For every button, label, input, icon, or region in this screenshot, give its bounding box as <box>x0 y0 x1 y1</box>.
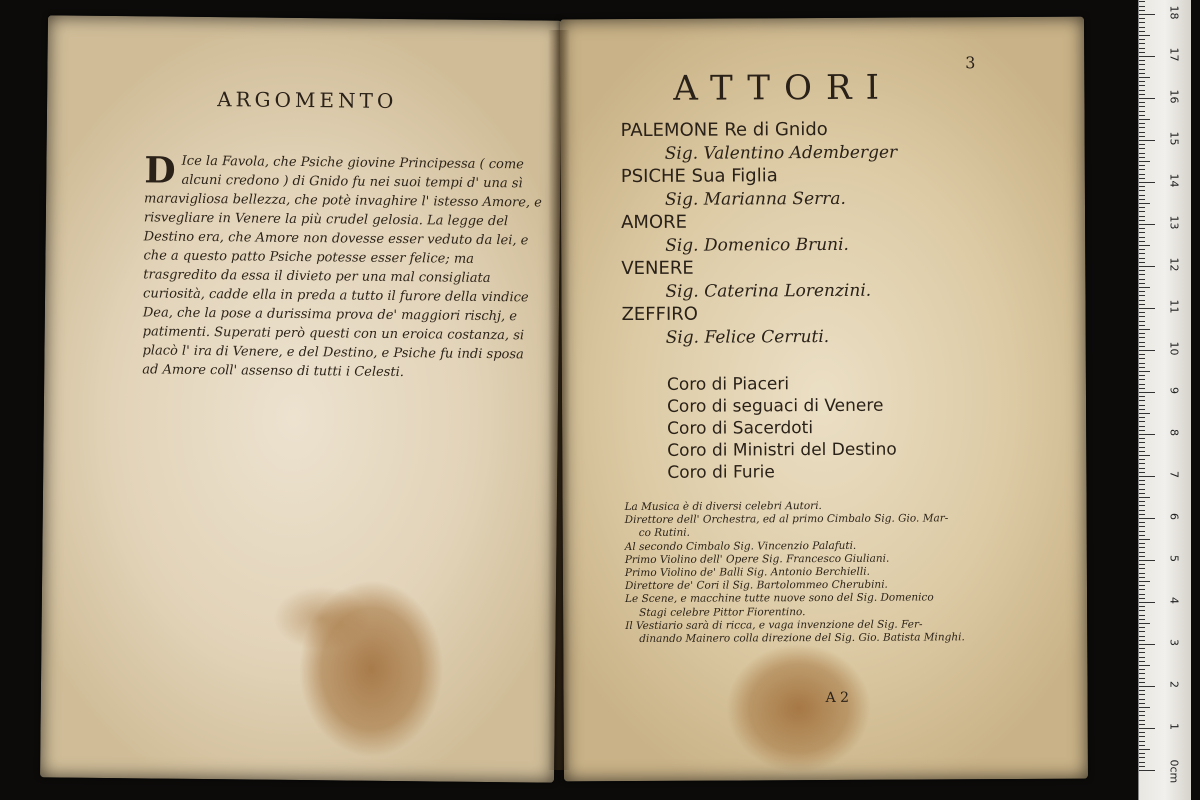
ruler-tick <box>1139 447 1145 448</box>
ruler-tick <box>1139 732 1145 733</box>
ruler-tick <box>1139 510 1145 511</box>
ruler-tick <box>1139 371 1150 372</box>
ruler-label: 7 <box>1167 471 1181 478</box>
ruler-tick <box>1139 186 1145 187</box>
ruler-tick <box>1139 295 1145 296</box>
ruler-label: 9 <box>1167 387 1181 394</box>
ruler-tick <box>1139 514 1145 515</box>
ruler-tick <box>1139 350 1155 351</box>
ruler-tick <box>1139 287 1150 288</box>
ruler-tick <box>1139 111 1145 112</box>
ruler-tick <box>1139 119 1150 120</box>
ruler-tick <box>1139 216 1145 217</box>
ruler-tick <box>1139 421 1145 422</box>
ruler-tick <box>1139 6 1145 7</box>
ruler-tick <box>1139 568 1145 569</box>
ruler-tick <box>1139 249 1145 250</box>
cast-entry <box>621 163 1061 211</box>
role-name: PSICHE <box>620 165 686 188</box>
ruler-tick <box>1139 52 1145 53</box>
ruler-label: 10 <box>1167 341 1181 356</box>
ruler-tick <box>1139 115 1145 116</box>
role-desc: Sua Figlia <box>691 165 778 187</box>
ruler-tick <box>1139 346 1145 347</box>
performer-name: Sig. Marianna Serra. <box>664 188 846 210</box>
ruler-tick <box>1139 606 1145 607</box>
ruler-tick <box>1139 35 1150 36</box>
ruler-tick <box>1139 556 1145 557</box>
ruler-label: 16 <box>1167 89 1181 104</box>
ruler-tick <box>1139 304 1145 305</box>
ruler-tick <box>1139 468 1145 469</box>
ruler-label: 15 <box>1167 131 1181 146</box>
credit-line: Stagi celebre Pittor Fiorentino. <box>639 605 806 619</box>
drop-cap: D <box>144 149 176 192</box>
ruler-tick <box>1139 640 1145 641</box>
ruler-tick <box>1139 169 1145 170</box>
ruler-tick <box>1139 518 1155 519</box>
ruler-tick <box>1139 543 1145 544</box>
ruler-tick <box>1139 392 1155 393</box>
ruler-tick <box>1139 174 1145 175</box>
ruler-tick <box>1139 165 1145 166</box>
chorus-item: Coro di Ministri del Destino <box>667 439 897 461</box>
ruler-tick <box>1139 577 1145 578</box>
ruler-tick <box>1139 262 1145 263</box>
ruler-tick <box>1139 766 1145 767</box>
ruler-tick <box>1139 157 1145 158</box>
performer-name: Sig. Valentino Ademberger <box>664 142 898 164</box>
signature-mark: A 2 <box>825 689 850 706</box>
page-number: 3 <box>965 53 976 73</box>
ruler-tick <box>1139 48 1145 49</box>
credit-line: co Rutini. <box>638 527 690 540</box>
role-name: VENERE <box>621 257 694 280</box>
ruler-tick <box>1139 190 1145 191</box>
ruler-tick <box>1139 669 1145 670</box>
ruler-tick <box>1139 354 1145 355</box>
ruler-tick <box>1139 308 1155 309</box>
ruler-tick <box>1139 237 1145 238</box>
ruler-tick <box>1139 140 1155 141</box>
ruler-tick <box>1139 10 1145 11</box>
ruler-tick <box>1139 182 1155 183</box>
ruler-tick <box>1139 745 1145 746</box>
ruler-tick <box>1139 682 1145 683</box>
ruler-tick <box>1139 497 1150 498</box>
ruler-tick <box>1139 417 1145 418</box>
cast-list <box>621 117 1062 349</box>
ruler-tick <box>1139 753 1145 754</box>
ruler-tick <box>1139 623 1150 624</box>
ruler-tick <box>1139 22 1145 23</box>
ruler-tick <box>1139 728 1155 729</box>
ruler-tick <box>1139 358 1145 359</box>
ruler-tick <box>1139 661 1145 662</box>
ruler-tick <box>1139 148 1145 149</box>
ruler-tick <box>1139 627 1145 628</box>
ruler-label: 6 <box>1167 513 1181 520</box>
credit-line: Direttore de' Cori il Sig. Bartolommeo Cherubini. <box>624 578 888 593</box>
argomento-heading: ARGOMENTO <box>217 87 398 113</box>
ruler-tick <box>1139 573 1145 574</box>
ruler-tick <box>1139 56 1155 57</box>
ruler-label: 14 <box>1167 173 1181 188</box>
ruler-label: 3 <box>1167 639 1181 646</box>
ruler-tick <box>1139 413 1150 414</box>
role-name: ZEFFIRO <box>621 303 699 326</box>
ruler-tick <box>1139 615 1145 616</box>
ruler-tick <box>1139 581 1150 582</box>
ruler-tick <box>1139 442 1145 443</box>
ruler-tick <box>1139 220 1145 221</box>
ruler-tick <box>1139 14 1155 15</box>
ruler-tick <box>1139 757 1145 758</box>
ruler-tick <box>1139 60 1145 61</box>
ruler-tick <box>1139 342 1145 343</box>
ruler-tick <box>1139 384 1145 385</box>
ruler-tick <box>1139 43 1145 44</box>
ruler-tick <box>1139 409 1145 410</box>
ruler-label: 8 <box>1167 429 1181 436</box>
ruler-tick <box>1139 291 1145 292</box>
ruler-tick <box>1139 720 1145 721</box>
ruler-tick <box>1139 484 1145 485</box>
ruler-tick <box>1139 589 1145 590</box>
ruler-tick <box>1139 724 1145 725</box>
ruler-tick <box>1139 283 1145 284</box>
ruler-tick <box>1139 241 1145 242</box>
credit-line: Al secondo Cimbalo Sig. Vincenzio Palafuti. <box>624 539 857 553</box>
ruler-tick <box>1139 39 1145 40</box>
ruler-tick <box>1139 18 1145 19</box>
ruler-tick <box>1139 245 1150 246</box>
measuring-ruler <box>1138 0 1191 800</box>
chorus-list <box>667 373 897 484</box>
attori-heading: ATTORI <box>673 67 894 109</box>
ruler-label: 1 <box>1167 723 1181 730</box>
chorus-item: Coro di seguaci di Venere <box>666 395 884 417</box>
ruler-tick <box>1139 127 1145 128</box>
ruler-tick <box>1139 232 1145 233</box>
ruler-tick <box>1139 64 1145 65</box>
ruler-label: 4 <box>1167 597 1181 604</box>
argomento-text <box>142 151 544 383</box>
ruler-label: 0cm <box>1167 759 1181 784</box>
ruler-tick <box>1139 161 1150 162</box>
ruler-tick <box>1139 489 1145 490</box>
ruler-tick <box>1139 480 1145 481</box>
ruler-tick <box>1139 316 1145 317</box>
ruler-tick <box>1139 610 1145 611</box>
ruler-tick <box>1139 522 1145 523</box>
ruler-tick <box>1139 686 1155 687</box>
ruler-tick <box>1139 279 1145 280</box>
ruler-tick <box>1139 98 1155 99</box>
ruler-tick <box>1139 699 1145 700</box>
ruler-tick <box>1139 690 1145 691</box>
ruler-tick <box>1139 396 1145 397</box>
ruler-tick <box>1139 253 1145 254</box>
ruler-tick <box>1139 438 1145 439</box>
chorus-item: Coro di Piaceri <box>666 374 790 395</box>
ruler-tick <box>1139 224 1155 225</box>
ruler-tick <box>1139 711 1145 712</box>
ruler-label: 18 <box>1167 5 1181 20</box>
ruler-tick <box>1139 106 1145 107</box>
ruler-tick <box>1139 703 1145 704</box>
ruler-tick <box>1139 400 1145 401</box>
ruler-tick <box>1139 258 1145 259</box>
credit-line: dinando Mainero colla direzione del Sig. Gio. Batista Minghi. <box>639 631 965 646</box>
ruler-tick <box>1139 69 1145 70</box>
ruler-tick <box>1139 476 1155 477</box>
ruler-tick <box>1139 94 1145 95</box>
ruler-tick <box>1139 274 1145 275</box>
chorus-item: Coro di Sacerdoti <box>667 418 814 439</box>
ruler-tick <box>1139 153 1145 154</box>
ruler-tick <box>1139 430 1145 431</box>
ruler-tick <box>1139 1 1145 2</box>
ruler-tick <box>1139 85 1145 86</box>
ruler-tick <box>1139 648 1145 649</box>
ruler-tick <box>1139 333 1145 334</box>
ruler-tick <box>1139 463 1145 464</box>
ruler-tick <box>1139 195 1145 196</box>
ruler-tick <box>1139 585 1145 586</box>
role-name: AMORE <box>621 211 688 234</box>
ruler-tick <box>1139 337 1145 338</box>
ruler-tick <box>1139 266 1155 267</box>
ruler-tick <box>1139 531 1145 532</box>
credit-line: Le Scene, e macchine tutte nuove sono del Sig. Domenico <box>625 591 934 606</box>
ruler-tick <box>1139 631 1145 632</box>
ruler-tick <box>1139 312 1145 313</box>
ruler-label: 11 <box>1167 299 1181 314</box>
ruler-tick <box>1139 199 1145 200</box>
ruler-tick <box>1139 678 1145 679</box>
book-gutter <box>548 30 570 770</box>
ruler-label: 5 <box>1167 555 1181 562</box>
ruler-tick <box>1139 552 1145 553</box>
performer-name: Sig. Domenico Bruni. <box>665 234 849 256</box>
ruler-tick <box>1139 321 1145 322</box>
credit-line: Direttore dell' Orchestra, ed al primo Cimbalo Sig. Gio. Mar- <box>624 512 949 527</box>
ruler-tick <box>1139 379 1145 380</box>
ruler-tick <box>1139 367 1145 368</box>
cast-entry <box>621 255 1061 303</box>
ruler-tick <box>1139 694 1145 695</box>
ruler-tick <box>1139 505 1145 506</box>
ruler-tick <box>1139 539 1150 540</box>
ruler-tick <box>1139 388 1145 389</box>
ruler-tick <box>1139 715 1145 716</box>
ruler-tick <box>1139 211 1145 212</box>
ruler-tick <box>1139 31 1145 32</box>
left-page <box>40 15 562 782</box>
ruler-label: 12 <box>1167 257 1181 272</box>
ruler-tick <box>1139 560 1155 561</box>
ruler-label: 2 <box>1167 681 1181 688</box>
ruler-tick <box>1139 90 1145 91</box>
ruler-tick <box>1139 594 1145 595</box>
ruler-tick <box>1139 363 1145 364</box>
ruler-tick <box>1139 657 1145 658</box>
ruler-tick <box>1139 27 1145 28</box>
ruler-tick <box>1139 619 1145 620</box>
ruler-tick <box>1139 136 1145 137</box>
ruler-tick <box>1139 144 1145 145</box>
ruler-tick <box>1139 81 1145 82</box>
ruler-tick <box>1139 451 1145 452</box>
ruler-tick <box>1139 459 1145 460</box>
chorus-item: Coro di Furie <box>667 462 775 483</box>
ruler-tick <box>1139 375 1145 376</box>
credit-line: Primo Violino de' Balli Sig. Antonio Berchielli. <box>624 565 870 580</box>
cast-entry <box>621 209 1061 257</box>
ruler-tick <box>1139 102 1145 103</box>
argomento-body: Ice la Favola, che Psiche giovine Principessa ( come alcuni credono ) di Gnido fu nei suoi tempi d' una sì maravigliosa bellezza, che potè invaghire l' istesso Amore, e risvegliare in Venere la più crudel gelosia. La legge del Destino era, che Amore non dovesse esser veduto da lei, e che a questo patto Psiche potesse esser felice; ma trasgredito da essa il divieto per una mal consigliata curiosità, cadde ella in preda a tutto il furore della vindice Dea, che la pose a durissima prova de' maggiori rischj, e patimenti. Superati però questi con un eroica costanza, si placò l' ira di Venere, e del Destino, e Psiche fu indi sposa ad Amore coll' assenso di tutti i Celesti. <box>142 153 542 381</box>
ruler-tick <box>1139 178 1145 179</box>
ruler-label: 13 <box>1167 215 1181 230</box>
ruler-tick <box>1139 493 1145 494</box>
ruler-tick <box>1139 270 1145 271</box>
ruler-tick <box>1139 770 1155 771</box>
ruler-tick <box>1139 673 1145 674</box>
ruler-tick <box>1139 526 1145 527</box>
cast-entry <box>621 301 1061 349</box>
right-page <box>560 17 1088 782</box>
ruler-tick <box>1139 547 1145 548</box>
credit-line: La Musica è di diversi celebri Autori. <box>624 500 822 514</box>
ruler-tick <box>1139 535 1145 536</box>
ruler-tick <box>1139 405 1145 406</box>
ruler-tick <box>1139 707 1150 708</box>
ruler-tick <box>1139 636 1145 637</box>
ruler-tick <box>1139 652 1145 653</box>
cast-entry <box>621 117 1061 165</box>
ruler-tick <box>1139 300 1145 301</box>
ruler-label: 17 <box>1167 47 1181 62</box>
ruler-tick <box>1139 564 1145 565</box>
ruler-tick <box>1139 602 1155 603</box>
role-desc: Re di Gnido <box>724 118 828 141</box>
ruler-tick <box>1139 736 1145 737</box>
ruler-tick <box>1139 598 1145 599</box>
ruler-tick <box>1139 762 1145 763</box>
ruler-tick <box>1139 123 1145 124</box>
credit-line: Primo Violino dell' Opere Sig. Francesco Giuliani. <box>624 552 890 566</box>
performer-name: Sig. Caterina Lorenzini. <box>665 280 872 302</box>
ruler-tick <box>1139 77 1150 78</box>
ruler-tick <box>1139 207 1145 208</box>
ruler-tick <box>1139 73 1145 74</box>
ruler-tick <box>1139 644 1155 645</box>
performer-name: Sig. Felice Cerruti. <box>665 326 830 348</box>
ruler-tick <box>1139 472 1145 473</box>
ruler-tick <box>1139 665 1150 666</box>
credit-line: Il Vestiario sarà di ricca, e vaga invenzione del Sig. Fer- <box>625 618 923 632</box>
ruler-tick <box>1139 455 1150 456</box>
ruler-tick <box>1139 203 1150 204</box>
ruler-tick <box>1139 329 1150 330</box>
ruler-tick <box>1139 749 1150 750</box>
ruler-tick <box>1139 426 1145 427</box>
ruler-tick <box>1139 501 1145 502</box>
role-name: PALEMONE <box>620 119 719 142</box>
ruler-tick <box>1139 132 1145 133</box>
ruler-tick <box>1139 434 1155 435</box>
ruler-tick <box>1139 741 1145 742</box>
ruler-tick <box>1139 228 1145 229</box>
ruler-tick <box>1139 325 1145 326</box>
production-credits <box>625 499 1016 646</box>
